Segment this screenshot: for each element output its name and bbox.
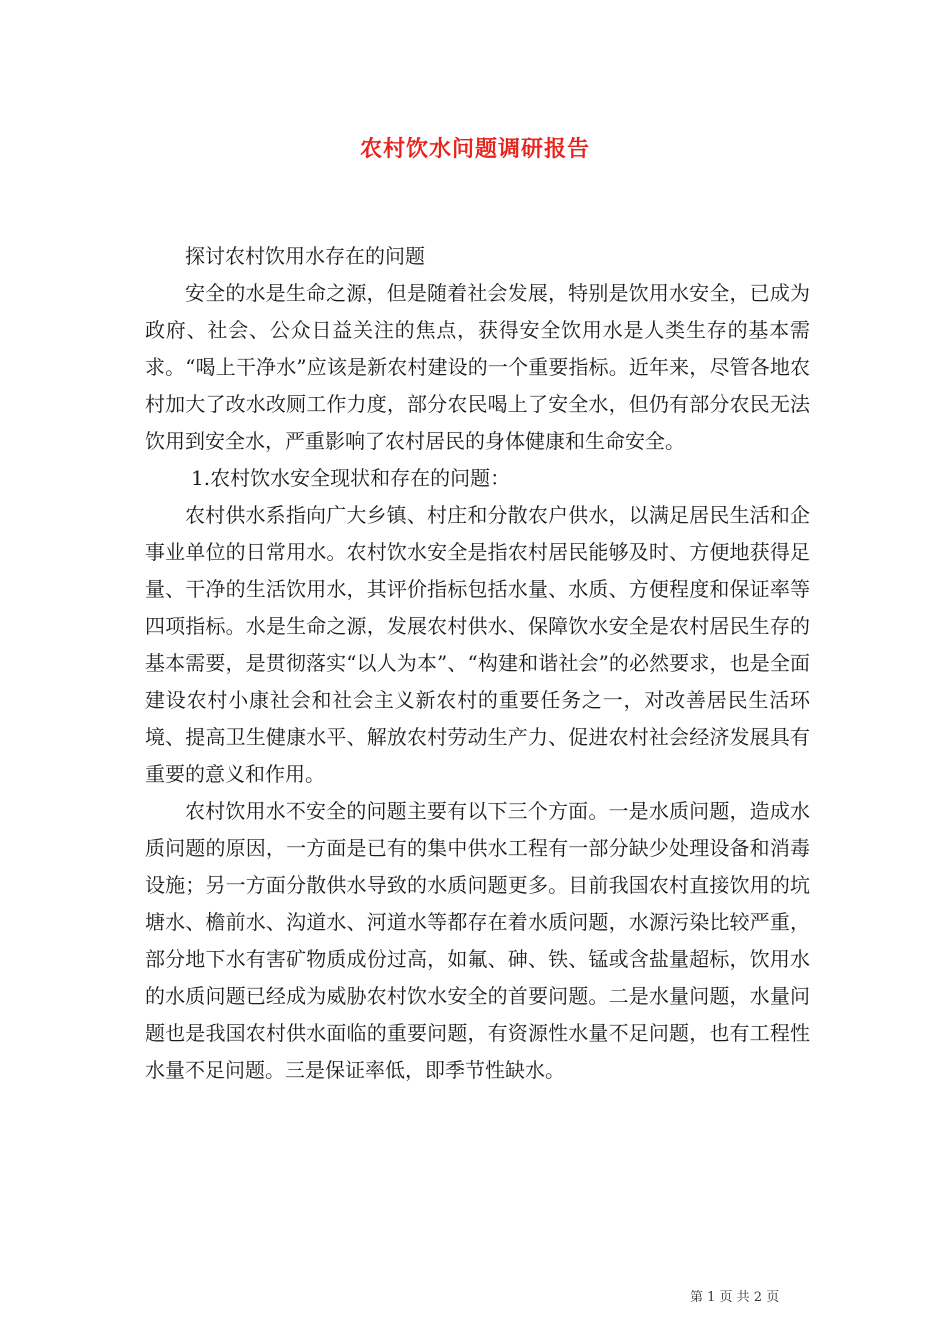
page-number: 第 1 页 共 2 页 [690, 1290, 780, 1305]
paragraph-intro: 安全的水是生命之源，但是随着社会发展，特别是饮用水安全，已成为政府、社会、公众日益关注的焦点，获得安全饮用水是人类生存的基本需求。“喝上干净水”应该是新农村建设的一个重要指标。近年来，尽管各地农村加大了改水改厕工作力度，部分农民喝上了安全水，但仍有部分农民无法饮用到安全水，严重影响了农村居民的身体健康和生命安全。 [145, 281, 810, 453]
section-heading: 1.农村饮水安全现状和存在的问题： [191, 466, 511, 490]
paragraph-topic: 探讨农村饮用水存在的问题 [185, 244, 425, 268]
document-title: 农村饮水问题调研报告 [359, 136, 590, 162]
paragraph-problems: 农村饮用水不安全的问题主要有以下三个方面。一是水质问题，造成水质问题的原因，一方面是已有的集中供水工程有一部分缺少处理设备和消毒设施；另一方面分散供水导致的水质问题更多。目前我国农村直接饮用的坑塘水、檐前水、沟道水、河道水等都存在着水质问题，水源污染比较严重，部分地下水有害矿物质成份过高，如氟、砷、铁、锰或含盐量超标，饮用水的水质问题已经成为威胁农村饮水安全的首要问题。二是水量问题，水量问题也是我国农村供水面临的重要问题，有资源性水量不足问题，也有工程性水量不足问题。三是保证率低，即季节性缺水。 [145, 799, 810, 1082]
paragraph-status: 农村供水系指向广大乡镇、村庄和分散农户供水，以满足居民生活和企事业单位的日常用水。农村饮水安全是指农村居民能够及时、方便地获得足量、干净的生活饮用水，其评价指标包括水量、水质、方便程度和保证率等四项指标。水是生命之源，发展农村供水、保障饮水安全是农村居民生存的基本需要，是贯彻落实“以人为本”、“构建和谐社会”的必然要求，也是全面建设农村小康社会和社会主义新农村的重要任务之一，对改善居民生活环境、提高卫生健康水平、解放农村劳动生产力、促进农村社会经济发展具有重要的意义和作用。 [145, 503, 810, 786]
document-body [145, 238, 810, 1089]
